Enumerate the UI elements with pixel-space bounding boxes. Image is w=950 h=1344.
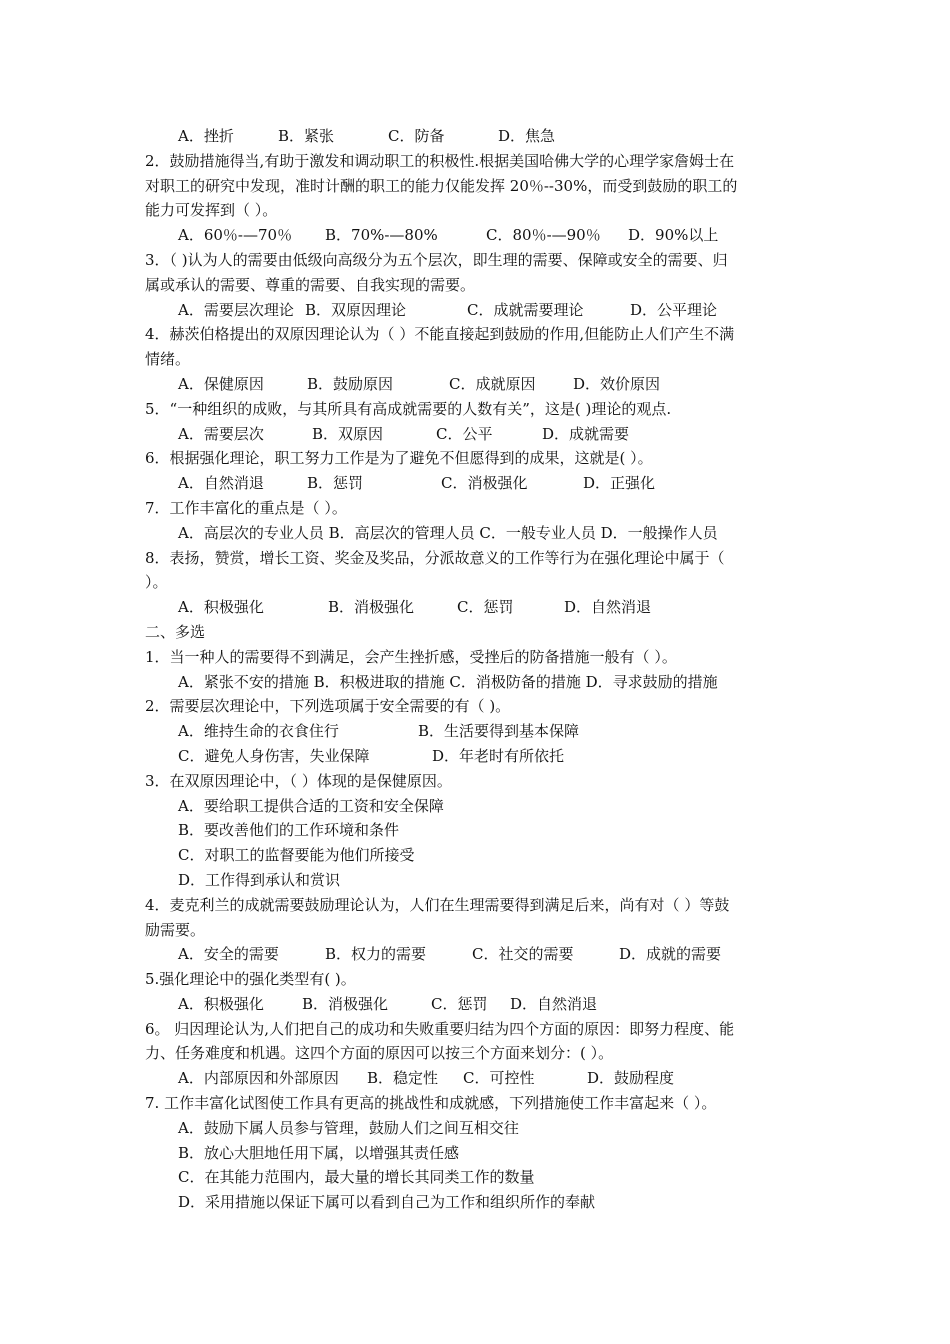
question-line: 7. 工作丰富化试图使工作具有更高的挑战性和成就感，下列措施使工作丰富起来（ ）。	[145, 1094, 717, 1113]
option-line	[145, 223, 810, 248]
option-text: D．年老时有所依托	[432, 746, 565, 765]
option-text: C．可控性	[463, 1069, 535, 1088]
question-line: 2．鼓励措施得当,有助于激发和调动职工的积极性.根据美国哈佛大学的心理学家詹姆士在	[145, 151, 735, 170]
question-line: 属或承认的需要、尊重的需要、自我实现的需要。	[145, 275, 476, 294]
option-text: A．需要层次	[178, 424, 264, 443]
option-text: C．防备	[388, 127, 445, 145]
option-text: A．积极强化	[178, 994, 264, 1013]
option-text: C．成就原因	[449, 374, 536, 393]
option-text: D．公平理论	[630, 300, 718, 319]
option-line: A．要给职工提供合适的工资和安全保障	[178, 796, 444, 815]
option-line	[145, 719, 810, 744]
document-body	[145, 124, 810, 1215]
question-line: 5．“一种组织的成败，与其所具有高成就需要的人数有关”，这是( )理论的观点.	[145, 399, 672, 418]
option-line	[145, 744, 810, 769]
option-text: C．惩罚	[431, 994, 488, 1013]
question-line: 8．表扬，赞赏，增长工资、奖金及奖品，分派故意义的工作等行为在强化理论中属于（	[145, 548, 725, 567]
option-text: A．保健原因	[178, 374, 264, 393]
question-line: 二、多选	[145, 622, 206, 641]
question-line: 励需要。	[145, 920, 206, 939]
question-line: 对职工的研究中发现，准时计酬的职工的能力仅能发挥 20％--30%，而受到鼓励的职工的	[145, 176, 738, 195]
option-text: B．双原因理论	[305, 300, 407, 319]
option-text: C．公平	[436, 424, 493, 443]
option-line: B．放心大胆地任用下属，以增强其责任感	[178, 1143, 460, 1162]
option-line	[145, 422, 810, 447]
option-text: B．消极强化	[328, 598, 415, 617]
option-line	[145, 1066, 810, 1091]
option-line: D．采用措施以保证下属可以看到自己为工作和组织所作的奉献	[178, 1193, 596, 1212]
option-line: A．高层次的专业人员 B．高层次的管理人员 C．一般专业人员 D．一般操作人员	[178, 523, 718, 542]
option-text: D．成就的需要	[619, 945, 722, 964]
option-text: C．成就需要理论	[467, 300, 584, 319]
question-line: ）。	[145, 573, 168, 592]
option-line	[145, 298, 810, 323]
question-line: 能力可发挥到（ ）。	[145, 201, 278, 220]
question-line: 5.强化理论中的强化类型有( )。	[145, 970, 356, 989]
option-text: B．稳定性	[367, 1069, 439, 1088]
option-text: B．双原因	[312, 424, 384, 443]
question-line: 3．（ )认为人的需要由低级向高级分为五个层次，即生理的需要、保障或安全的需要、归	[145, 250, 728, 269]
option-line	[145, 992, 810, 1017]
option-text: D．焦急	[498, 127, 556, 145]
option-line: B．要改善他们的工作环境和条件	[178, 821, 400, 840]
question-line: 情绪。	[145, 350, 191, 369]
option-text: D．正强化	[583, 474, 656, 493]
option-text: D．鼓励程度	[587, 1069, 675, 1088]
question-line: 7．工作丰富化的重点是（ ）。	[145, 498, 347, 517]
option-line	[145, 595, 810, 620]
option-text: B．紧张	[278, 127, 335, 145]
option-text: A．维持生命的衣食住行	[178, 722, 339, 741]
question-line: 1．当一种人的需要得不到满足，会产生挫折感，受挫后的防备措施一般有（ ）。	[145, 647, 677, 666]
option-text: D．自然消退	[510, 994, 598, 1013]
option-text: B．鼓励原因	[307, 374, 394, 393]
option-line: A．紧张不安的措施 B．积极进取的措施 C．消极防备的措施 D．寻求鼓励的措施	[178, 672, 718, 691]
option-text: B．权力的需要	[325, 945, 427, 964]
option-text: A．挫折	[178, 127, 234, 145]
option-text: A．内部原因和外部原因	[178, 1069, 339, 1088]
option-text: C．惩罚	[457, 598, 514, 617]
question-line: 4．赫茨伯格提出的双原因理论认为（ ）不能直接起到鼓励的作用,但能防止人们产生不满	[145, 325, 735, 344]
question-line: 2．需要层次理论中，下列选项属于安全需要的有（ )。	[145, 697, 511, 716]
question-line: 6。 归因理论认为,人们把自己的成功和失败重要归结为四个方面的原因：即努力程度、能	[145, 1019, 735, 1038]
option-text: A．积极强化	[178, 598, 264, 617]
option-text: C．消极强化	[441, 474, 528, 493]
option-text: D．自然消退	[564, 598, 652, 617]
option-text: A．60％-—70％	[178, 226, 293, 245]
question-line: 4．麦克利兰的成就需要鼓励理论认为，人们在生理需要得到满足后来，尚有对（ ）等鼓	[145, 895, 730, 914]
option-text: A．自然消退	[178, 474, 264, 493]
option-line: A．鼓励下属人员参与管理，鼓励人们之间互相交往	[178, 1118, 519, 1137]
option-line: C．对职工的监督要能为他们所接受	[178, 846, 415, 865]
option-line	[145, 372, 810, 397]
option-text: D．90%以上	[628, 226, 719, 245]
option-text: C．避免人身伤害，失业保障	[178, 746, 370, 765]
question-line: 3．在双原因理论中，（ ）体现的是保健原因。	[145, 771, 452, 790]
question-line: 力、任务难度和机遇。这四个方面的原因可以按三个方面来划分：( ）。	[145, 1044, 614, 1063]
option-text: C．80％-—90％	[486, 226, 601, 245]
option-line: D．工作得到承认和赏识	[178, 870, 341, 889]
option-text: B．惩罚	[307, 474, 364, 493]
question-line: 6．根据强化理论，职工努力工作是为了避免不但愿得到的成果，这就是( ）。	[145, 449, 653, 468]
option-text: B．消极强化	[302, 994, 389, 1013]
option-text: D．效价原因	[573, 374, 661, 393]
option-text: B．生活要得到基本保障	[418, 722, 580, 741]
option-text: B．70%-—80%	[325, 226, 438, 245]
option-text: D．成就需要	[542, 424, 630, 443]
option-text: C．社交的需要	[472, 945, 574, 964]
option-text: A．安全的需要	[178, 945, 279, 964]
option-line	[145, 942, 810, 967]
option-text: A．需要层次理论	[178, 300, 294, 319]
option-line	[145, 124, 810, 149]
option-line: C．在其能力范围内，最大量的增长其同类工作的数量	[178, 1168, 535, 1187]
option-line	[145, 471, 810, 496]
